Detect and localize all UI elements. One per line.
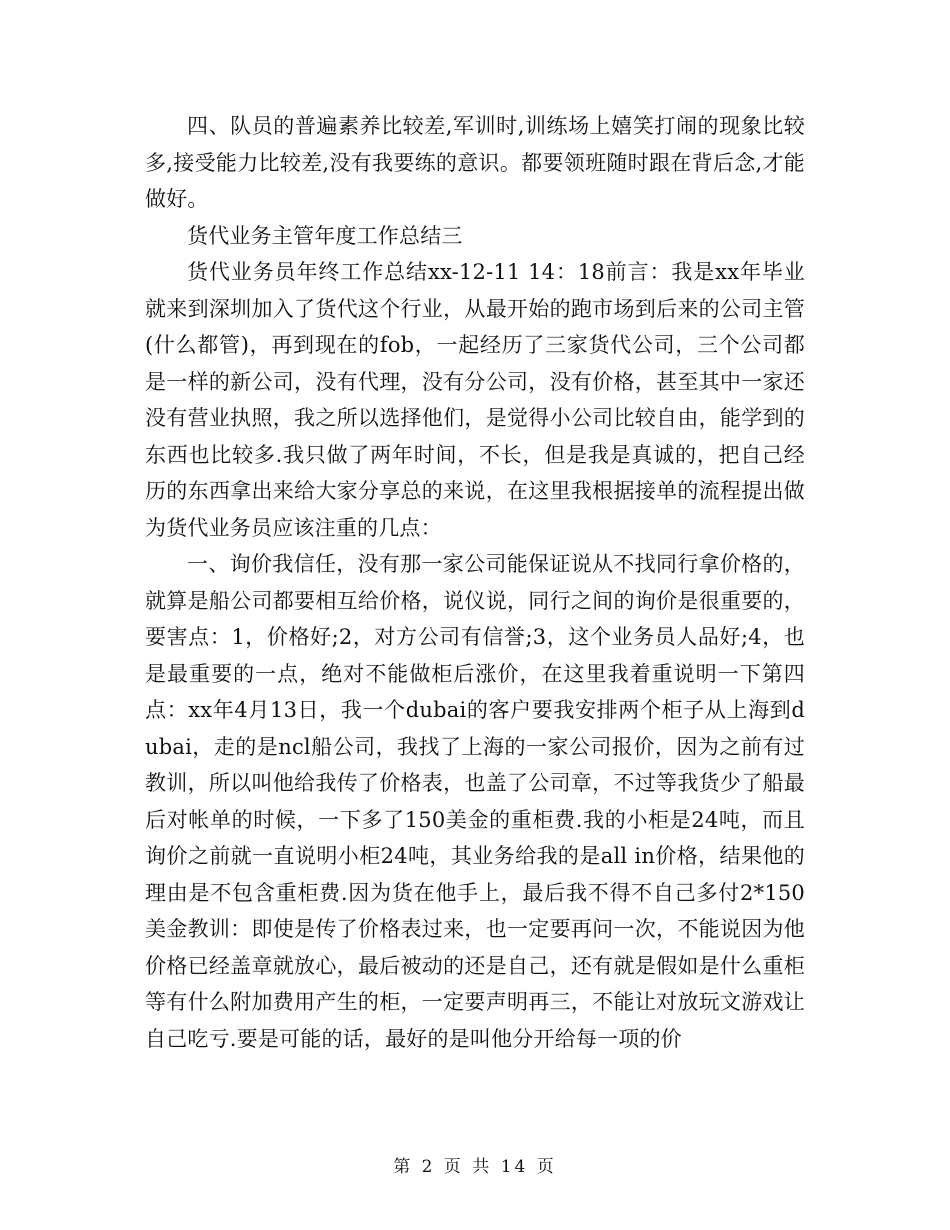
- page-footer: 第 2 页 共 14 页: [393, 1157, 557, 1177]
- paragraph-point-one: 一、询价我信任，没有那一家公司能保证说从不找同行拿价格的，就算是船公司都要相互给价格，说仪说，同行之间的询价是很重要的，要害点：1，价格好;2，对方公司有信誉;3，这个业务员人品好;4，也是最重要的一点，绝对不能做柜后涨价，在这里我着重说明一下第四点：xx年4月13日，我一个dubai的客户要我安排两个柜子从上海到dubai，走的是ncl船公司，我找了上海的一家公司报价，因为之前有过教训，所以叫他给我传了价格表，也盖了公司章，不过等我货少了船最后对帐单的时候，一下多了150美金的重柜费.我的小柜是24吨，而且询价之前就一直说明小柜24吨，其业务给我的是all in价格，结果他的理由是不包含重柜费.因为货在他手上，最后我不得不自己多付2*150美金教训：即使是传了价格表过来，也一定要再问一次，不能说因为他价格已经盖章就放心，最后被动的还是自己，还有就是假如是什么重柜等有什么附加费用产生的柜，一定要声明再三，不能让对放玩文游戏让自己吃亏.要是可能的话，最好的是叫他分开给每一项的价: [145, 552, 805, 1051]
- section-heading: 货代业务主管年度工作总结三: [187, 223, 463, 248]
- document-body: [145, 108, 805, 1057]
- paragraph-team-issues: 四、队员的普遍素养比较差,军训时,训练场上嬉笑打闹的现象比较多,接受能力比较差,没有我要练的意识。都要领班随时跟在背后念,才能做好。: [145, 114, 805, 211]
- paragraph-preface: 货代业务员年终工作总结xx-12-11 14：18前言：我是xx年毕业就来到深圳加入了货代这个行业，从最开始的跑市场到后来的公司主管(什么都管)，再到现在的fob，一起经历了三家货代公司，三个公司都是一样的新公司，没有代理，没有分公司，没有价格，甚至其中一家还没有营业执照，我之所以选择他们，是觉得小公司比较自由，能学到的东西也比较多.我只做了两年时间，不长，但是我是真诚的，把自己经历的东西拿出来给大家分享总的来说，在这里我根据接单的流程提出做为货代业务员应该注重的几点：: [145, 260, 805, 540]
